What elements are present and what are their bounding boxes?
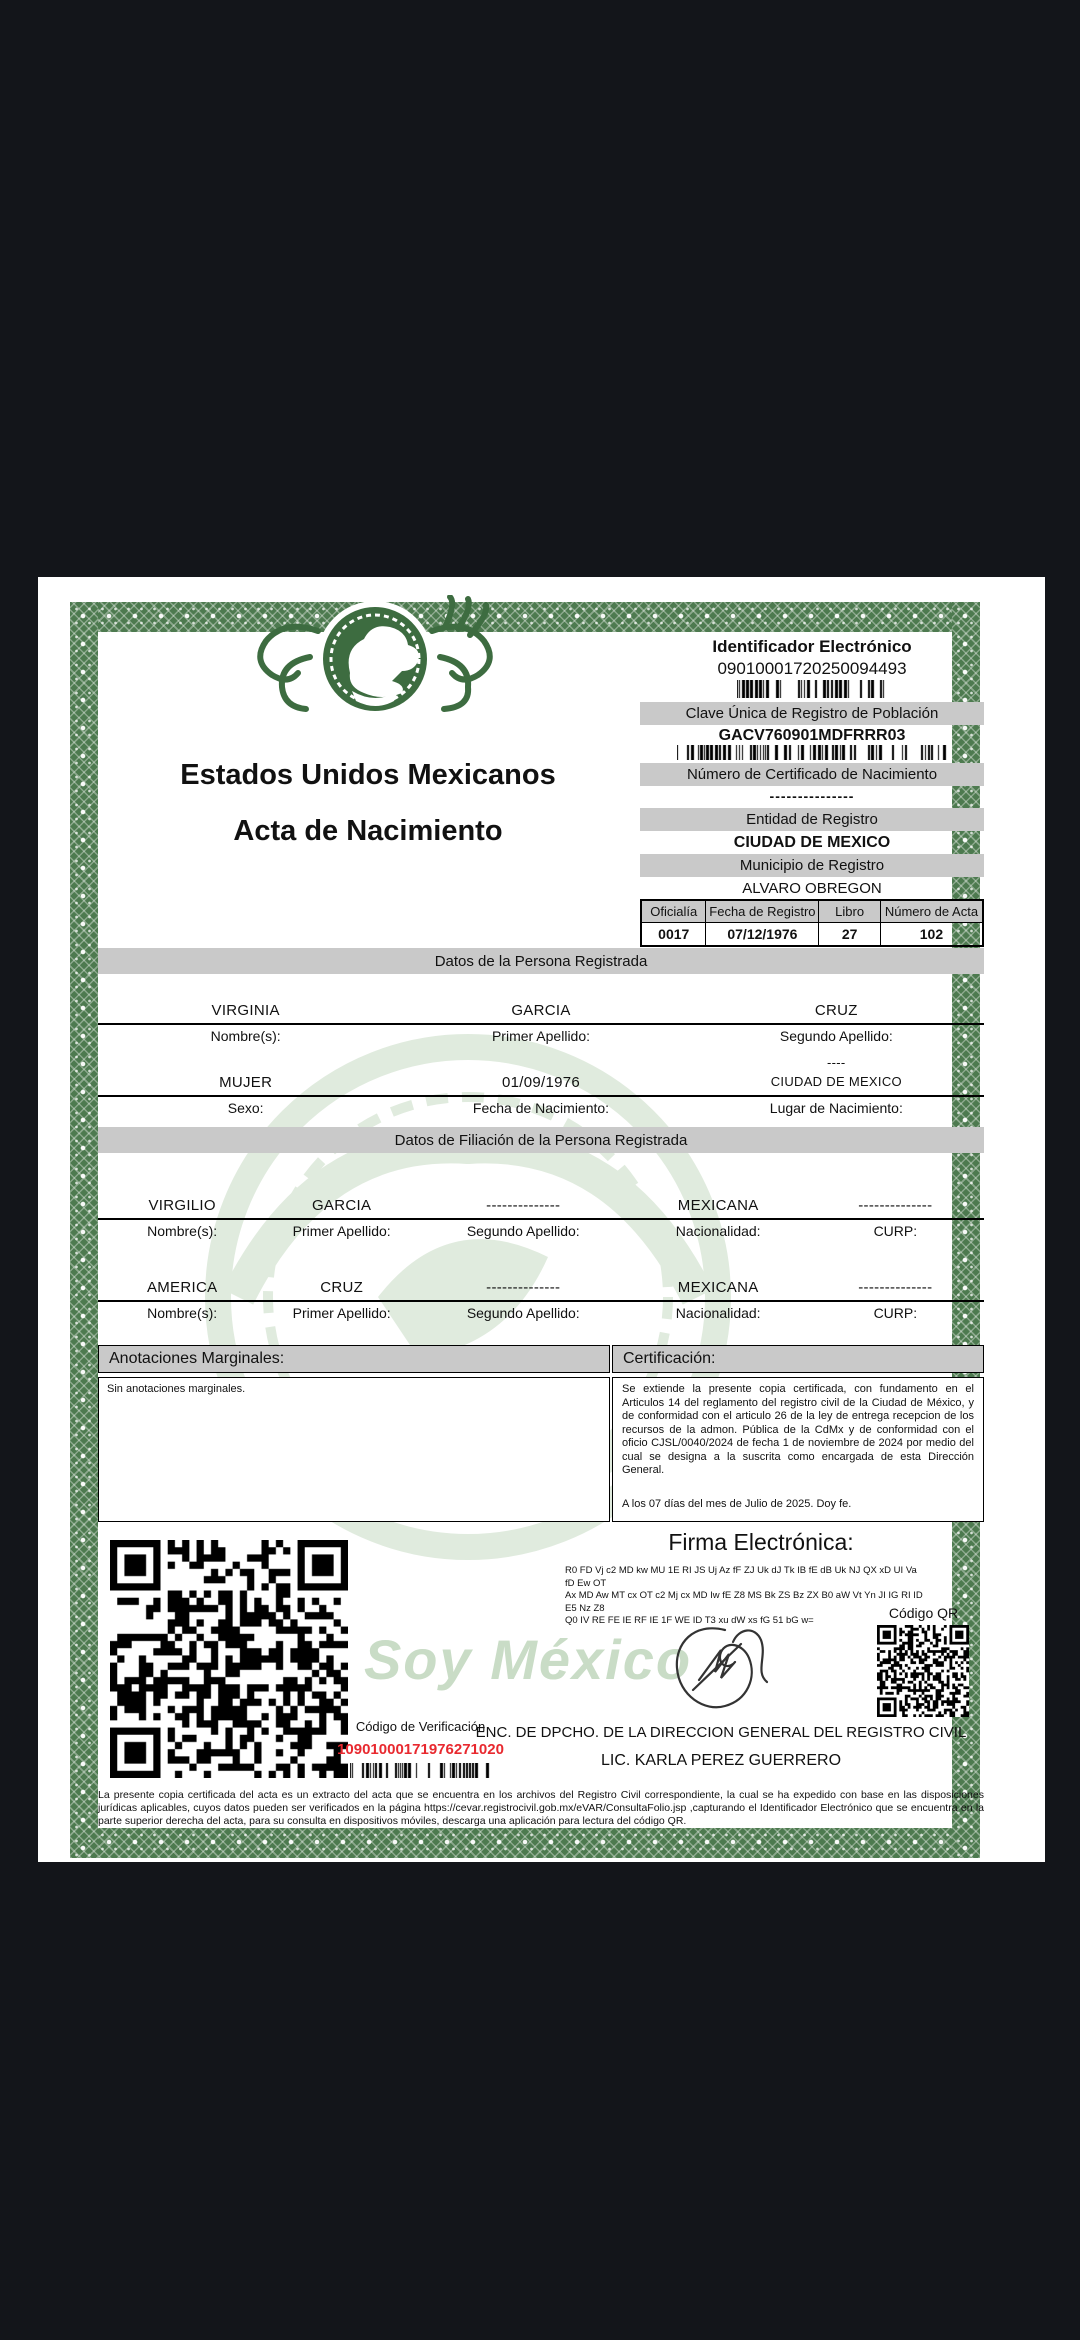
mother-curp-value: --------------: [858, 1279, 933, 1296]
mother-labels: [98, 1305, 984, 1321]
person-name-labels: [98, 1028, 984, 1044]
identifier-barcode: [737, 680, 887, 698]
rule-line: [98, 1300, 984, 1302]
registry-act-number-value: 102: [880, 923, 983, 947]
officer-name: LIC. KARLA PEREZ GUERRERO: [600, 1752, 842, 1769]
electronic-identifier-label: Identificador Electrónico: [712, 637, 912, 656]
father-curp-value: --------------: [858, 1197, 933, 1214]
sex-label: Sexo:: [227, 1100, 264, 1116]
registry-table-header: Número de Acta: [880, 900, 983, 923]
registry-table-header: Oficialía: [641, 900, 706, 923]
registry-municipality-label: Municipio de Registro: [640, 854, 984, 877]
second-surname-value: CRUZ: [814, 1002, 858, 1019]
birth-date-label: Fecha de Nacimiento:: [472, 1100, 610, 1116]
second-surname-label: Segundo Apellido:: [779, 1028, 893, 1044]
first-surname-label: Primer Apellido:: [292, 1305, 391, 1321]
rule-line: [98, 1218, 984, 1220]
national-emblem-icon: [240, 595, 510, 740]
birth-place-label: Lugar de Nacimiento:: [769, 1100, 903, 1116]
electronic-signature-title: Firma Electrónica:: [668, 1529, 854, 1555]
registry-date-value: 07/12/1976: [706, 923, 819, 947]
registry-office-value: 0017: [641, 923, 706, 947]
nationality-label: Nacionalidad:: [675, 1305, 761, 1321]
signature-hash-line: R0 FD Vj c2 MD kw MU 1E RI JS Uj Az fF ZJ Uk dJ Tk IB fE dB Uk NJ QX xD UI Va fD Ew OT: [565, 1565, 917, 1589]
birth-certificate-document: [38, 577, 1045, 1862]
nationality-label: Nacionalidad:: [675, 1223, 761, 1239]
registry-table-header: Libro: [819, 900, 881, 923]
mother-name-value: AMERICA: [146, 1279, 218, 1296]
certification-box: [612, 1377, 984, 1522]
curp-label: CURP:: [873, 1305, 918, 1321]
certification-body: Se extiende la presente copia certificada, con fundamento en el Articulos 14 del reglamento del registro civil de la Ciudad de México, y de conformidad con el articulo 26 de la ley de entrega recepcion de los recursos de la admon. Pública de la CdMx y de conformidad con el oficio CJSL/0040/2024 de fecha 1 de noviembre de 2024 por medio del cual se designa a la suscrita como encargada de esta Dirección General.: [622, 1383, 974, 1476]
verification-code-value: 10901000171976271020: [337, 1741, 504, 1758]
mother-values: [98, 1279, 984, 1296]
rule-line: [98, 1023, 984, 1025]
father-nationality-value: MEXICANA: [677, 1197, 759, 1214]
given-name-value: VIRGINIA: [211, 1002, 280, 1019]
curp-label: CURP:: [873, 1223, 918, 1239]
ornamental-border-bottom: [70, 1828, 980, 1858]
registry-entity-label: Entidad de Registro: [640, 808, 984, 831]
registry-entity-value: CIUDAD DE MEXICO: [733, 834, 891, 851]
registry-table-header: Fecha de Registro: [706, 900, 819, 923]
certification-date-line: A los 07 días del mes de Julio de 2025. Doy fe.: [622, 1497, 852, 1510]
given-name-label: Nombre(s):: [210, 1028, 281, 1044]
registry-municipality-value: ALVARO OBREGON: [742, 880, 882, 897]
first-surname-label: Primer Apellido:: [292, 1223, 391, 1239]
ornamental-border-top: [70, 602, 980, 632]
second-surname-label: Segundo Apellido:: [466, 1305, 580, 1321]
birth-note-row: [98, 1055, 984, 1070]
ornamental-border-left: [70, 602, 98, 1858]
person-name-values: [98, 1002, 984, 1019]
registry-book-value: 27: [819, 923, 881, 947]
curp-barcode: [677, 745, 947, 760]
birth-date-value: 01/09/1976: [501, 1074, 581, 1091]
annotations-content: Sin anotaciones marginales.: [107, 1383, 246, 1395]
birth-place-note: ----: [827, 1055, 846, 1070]
officer-title: ENC. DE DPCHO. DE LA DIRECCION GENERAL DEL REGISTRO CIVIL: [475, 1724, 967, 1741]
rule-line: [98, 1095, 984, 1097]
certification-header: Certificación:: [612, 1345, 984, 1373]
father-name-value: VIRGILIO: [148, 1197, 216, 1214]
second-surname-label: Segundo Apellido:: [466, 1223, 580, 1239]
birth-data-labels: [98, 1100, 984, 1116]
curp-value: GACV760901MDFRRR03: [718, 727, 906, 744]
filiation-section-title: Datos de Filiación de la Persona Registrada: [98, 1127, 984, 1153]
footer-legal-text: La presente copia certificada del acta es un extracto del acta que se encuentra en los archivos del Registro Civil correspondiente, la cual se ha expedido con base en las disposiciones jurídicas aplicables, cuyos datos pueden ser verificados en la página https://cevar.registrocivil.gob.mx/eVAR/ConsultaFolio.jsp ,capturando el Identificador Electrónico que se encuentra en la parte superior derecha del acta, para su consulta en dispositivos móviles, descarga una aplicación para lectura del código QR.: [98, 1789, 984, 1827]
handwritten-signature: [663, 1620, 788, 1715]
document-title: Acta de Nacimiento: [233, 815, 503, 847]
signature-hash-line: Q0 IV RE FE IE RF IE 1F WE ID T3 xu dW xs fG 51 bG w=: [565, 1615, 814, 1626]
annotations-header: Anotaciones Marginales:: [98, 1345, 610, 1373]
annotations-box: [98, 1377, 610, 1522]
electronic-identifier-value: 09010001720250094493: [717, 659, 907, 678]
country-title: Estados Unidos Mexicanos: [180, 759, 556, 791]
first-surname-label: Primer Apellido:: [491, 1028, 591, 1044]
signature-hash-line: Ax MD Aw MT cx OT c2 Mj cx MD Iw fE Z8 MS Bk ZS Bz ZX B0 aW Vt Yn JI IG RI ID E5 Nz Z8: [565, 1590, 923, 1614]
certificate-number-label: Número de Certificado de Nacimiento: [640, 763, 984, 786]
signature-qr-code: [877, 1625, 969, 1717]
mother-nationality-value: MEXICANA: [677, 1279, 759, 1296]
father-labels: [98, 1223, 984, 1239]
father-second-surname-value: --------------: [486, 1197, 561, 1214]
birth-data-values: [98, 1074, 984, 1091]
verification-code-label: Código de Verificación: [355, 1719, 486, 1734]
mother-first-surname-value: CRUZ: [320, 1279, 364, 1296]
soy-mexico-watermark: Soy México: [363, 1628, 693, 1691]
certificate-number-value: ---------------: [769, 788, 855, 804]
person-section-title: Datos de la Persona Registrada: [98, 948, 984, 974]
name-label: Nombre(s):: [147, 1223, 218, 1239]
first-surname-value: GARCIA: [511, 1002, 571, 1019]
birth-place-value: CIUDAD DE MEXICO: [770, 1074, 902, 1089]
father-values: [98, 1197, 984, 1214]
verification-qr-code: [110, 1540, 348, 1778]
qr-code-label: Código QR: [888, 1605, 959, 1621]
curp-label: Clave Única de Registro de Población: [640, 702, 984, 725]
mother-second-surname-value: --------------: [486, 1279, 561, 1296]
registry-table: [640, 899, 984, 947]
sex-value: MUJER: [219, 1074, 273, 1091]
father-first-surname-value: GARCIA: [311, 1197, 372, 1214]
name-label: Nombre(s):: [147, 1305, 218, 1321]
